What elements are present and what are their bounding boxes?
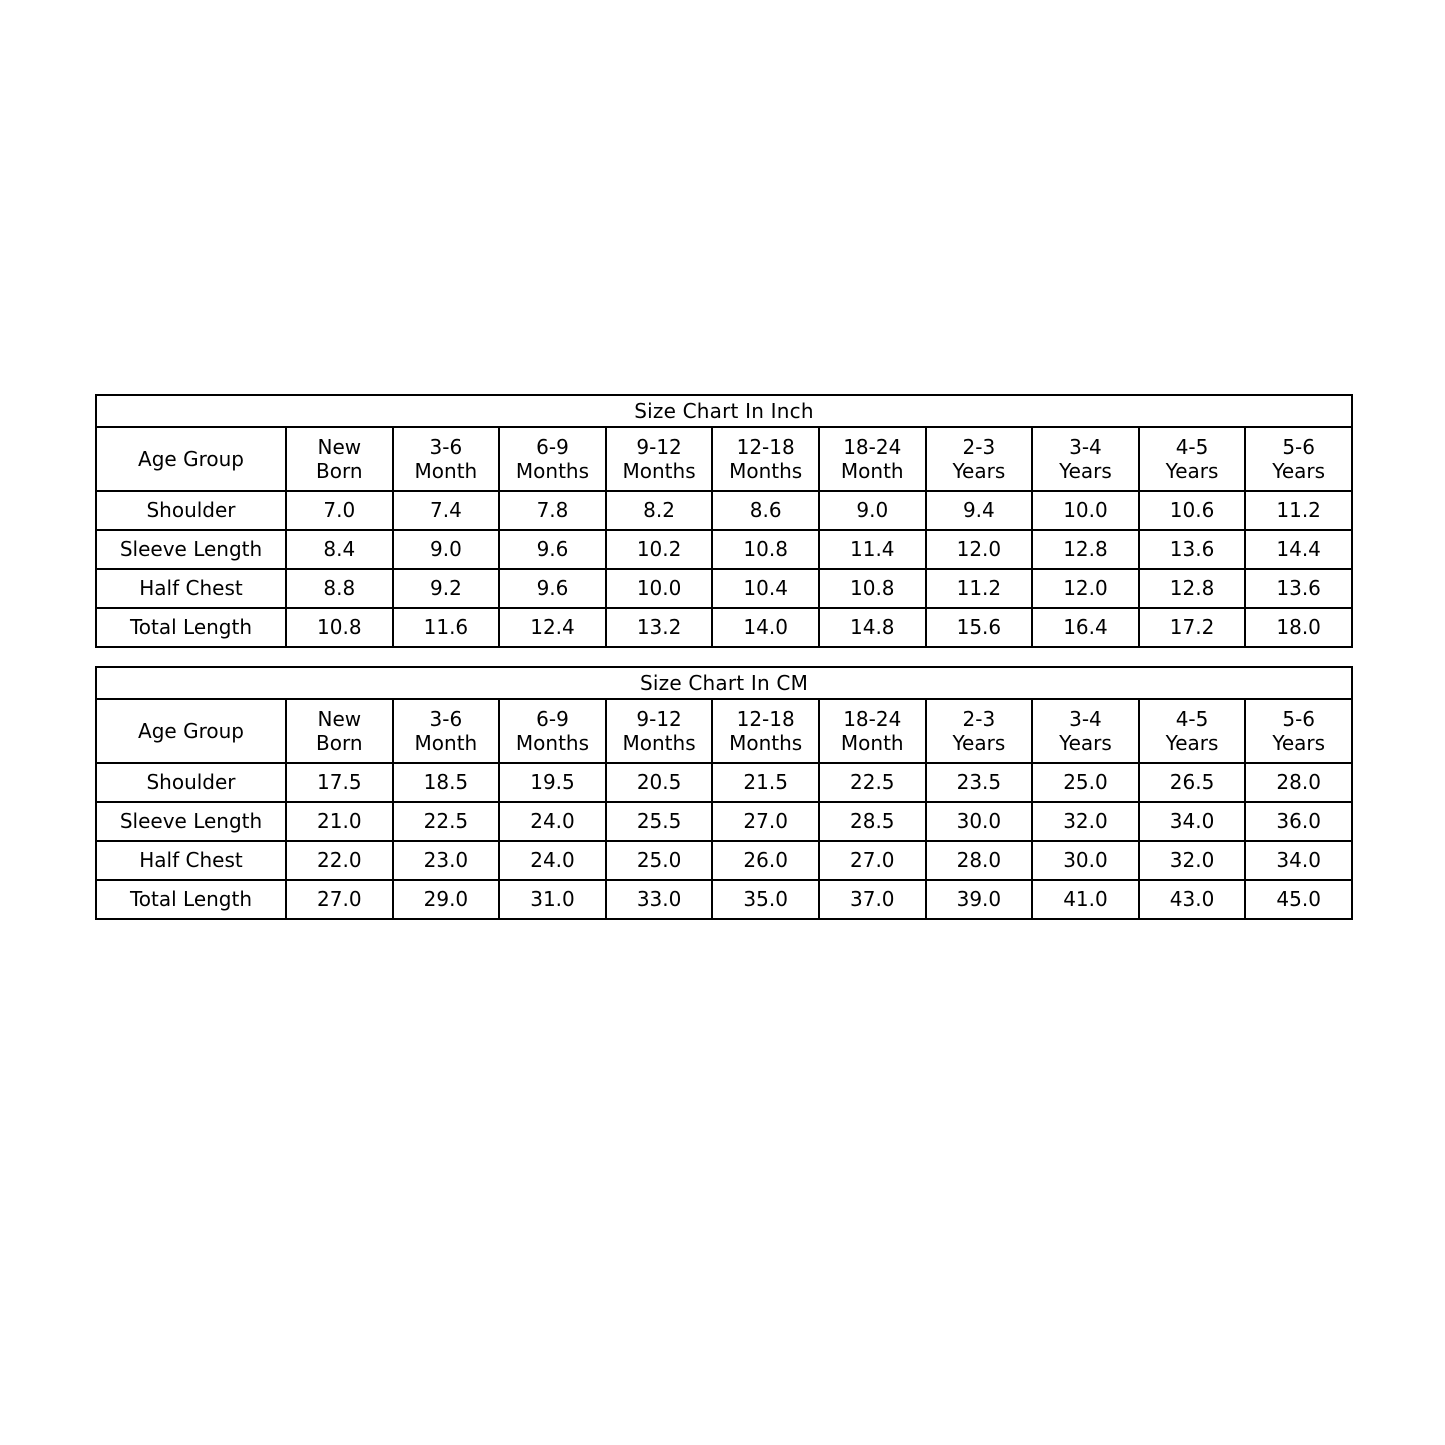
table-cell: 11.2 <box>926 569 1033 608</box>
table-cell: 9.2 <box>393 569 500 608</box>
table-cell: 8.2 <box>606 491 713 530</box>
table-cell: 13.6 <box>1245 569 1352 608</box>
column-header <box>1245 427 1352 491</box>
table-cell: 12.8 <box>1139 569 1246 608</box>
table-cell: 11.4 <box>819 530 926 569</box>
table-cell: 25.0 <box>606 841 713 880</box>
column-header-line2: Years <box>1272 459 1326 483</box>
table-cell: 36.0 <box>1245 802 1352 841</box>
column-header-line1: 9-12 <box>636 434 682 459</box>
column-header <box>286 699 393 763</box>
table-cell: 34.0 <box>1245 841 1352 880</box>
table-title-row <box>96 667 1352 699</box>
column-header <box>1032 427 1139 491</box>
table-row <box>96 763 1352 802</box>
corner-label: Age Group <box>96 699 286 763</box>
table-cell: 25.5 <box>606 802 713 841</box>
column-header-line1: 3-4 <box>1069 434 1102 459</box>
table-cell: 10.8 <box>712 530 819 569</box>
table-cell: 35.0 <box>712 880 819 919</box>
table-cell: 32.0 <box>1139 841 1246 880</box>
row-label: Half Chest <box>96 569 286 608</box>
table-cell: 12.4 <box>499 608 606 647</box>
column-header-line1: 12-18 <box>736 706 795 731</box>
column-header-line2: Months <box>622 731 696 755</box>
column-header-line2: Years <box>1272 731 1326 755</box>
column-header <box>393 427 500 491</box>
table-cell: 45.0 <box>1245 880 1352 919</box>
column-header-line2: Month <box>414 731 478 755</box>
table-cell: 23.0 <box>393 841 500 880</box>
column-header <box>393 699 500 763</box>
table-cell: 24.0 <box>499 841 606 880</box>
column-header <box>606 427 713 491</box>
table-cell: 8.6 <box>712 491 819 530</box>
column-header <box>1032 699 1139 763</box>
column-header-line2: Months <box>515 459 590 483</box>
table-cell: 12.0 <box>926 530 1033 569</box>
table-cell: 32.0 <box>1032 802 1139 841</box>
column-header <box>606 699 713 763</box>
table-row <box>96 880 1352 919</box>
size-chart-sheet <box>95 394 1351 920</box>
table-cell: 30.0 <box>926 802 1033 841</box>
table-row <box>96 569 1352 608</box>
table-cell: 10.0 <box>1032 491 1139 530</box>
table-cell: 22.5 <box>393 802 500 841</box>
table-cell: 13.6 <box>1139 530 1246 569</box>
table-cell: 33.0 <box>606 880 713 919</box>
column-header-line1: New <box>317 706 362 731</box>
table-cell: 8.8 <box>286 569 393 608</box>
table-cell: 14.4 <box>1245 530 1352 569</box>
column-header <box>819 699 926 763</box>
column-header <box>1139 699 1246 763</box>
table-cell: 13.2 <box>606 608 713 647</box>
table-cell: 27.0 <box>819 841 926 880</box>
table-cell: 24.0 <box>499 802 606 841</box>
table-cell: 22.5 <box>819 763 926 802</box>
table-header-row <box>96 699 1352 763</box>
table-cell: 27.0 <box>712 802 819 841</box>
column-header-line2: Month <box>840 459 904 483</box>
table-cell: 9.6 <box>499 569 606 608</box>
table-cell: 26.5 <box>1139 763 1246 802</box>
table-cell: 9.6 <box>499 530 606 569</box>
table-cell: 16.4 <box>1032 608 1139 647</box>
row-label: Sleeve Length <box>96 530 286 569</box>
table-cell: 34.0 <box>1139 802 1246 841</box>
table-cell: 41.0 <box>1032 880 1139 919</box>
column-header <box>712 427 819 491</box>
column-header-line1: 6-9 <box>536 706 569 731</box>
column-header-line2: Years <box>952 459 1006 483</box>
column-header-line2: Month <box>414 459 478 483</box>
column-header <box>1139 427 1246 491</box>
column-header-line1: 5-6 <box>1282 434 1315 459</box>
column-header-line1: 4-5 <box>1175 706 1209 731</box>
table-cell: 21.0 <box>286 802 393 841</box>
table-cell: 10.4 <box>712 569 819 608</box>
table-cell: 15.6 <box>926 608 1033 647</box>
table-cell: 14.0 <box>712 608 819 647</box>
table-row <box>96 530 1352 569</box>
table-row <box>96 608 1352 647</box>
size-chart-inch-table <box>95 394 1353 648</box>
table-cell: 43.0 <box>1139 880 1246 919</box>
column-header-line2: Born <box>316 459 363 483</box>
corner-label: Age Group <box>96 427 286 491</box>
table-cell: 17.5 <box>286 763 393 802</box>
column-header <box>499 699 606 763</box>
column-header-line1: 2-3 <box>962 706 996 731</box>
column-header-line1: 6-9 <box>536 434 569 459</box>
table-cell: 7.8 <box>499 491 606 530</box>
column-header-line2: Years <box>1165 731 1219 755</box>
table-cell: 37.0 <box>819 880 926 919</box>
table-cell: 28.5 <box>819 802 926 841</box>
table-cell: 28.0 <box>1245 763 1352 802</box>
row-label: Total Length <box>96 880 286 919</box>
table-cell: 9.0 <box>819 491 926 530</box>
column-header <box>712 699 819 763</box>
table-title-row <box>96 395 1352 427</box>
table-cell: 23.5 <box>926 763 1033 802</box>
table-cell: 39.0 <box>926 880 1033 919</box>
table-title: Size Chart In Inch <box>96 395 1352 427</box>
table-cell: 12.0 <box>1032 569 1139 608</box>
table-cell: 25.0 <box>1032 763 1139 802</box>
table-cell: 19.5 <box>499 763 606 802</box>
table-cell: 10.0 <box>606 569 713 608</box>
column-header-line1: 9-12 <box>636 706 682 731</box>
size-chart-cm-table <box>95 666 1353 920</box>
table-cell: 7.0 <box>286 491 393 530</box>
table-cell: 26.0 <box>712 841 819 880</box>
table-cell: 18.5 <box>393 763 500 802</box>
table-cell: 29.0 <box>393 880 500 919</box>
column-header-line1: New <box>317 434 362 459</box>
table-cell: 10.8 <box>286 608 393 647</box>
table-title: Size Chart In CM <box>96 667 1352 699</box>
column-header-line1: 3-4 <box>1069 706 1102 731</box>
table-cell: 10.8 <box>819 569 926 608</box>
column-header <box>286 427 393 491</box>
table-cell: 12.8 <box>1032 530 1139 569</box>
column-header-line1: 5-6 <box>1282 706 1316 731</box>
table-cell: 27.0 <box>286 880 393 919</box>
column-header-line2: Months <box>622 459 696 483</box>
column-header-line2: Years <box>1165 459 1219 483</box>
table-cell: 30.0 <box>1032 841 1139 880</box>
column-header-line2: Born <box>316 731 363 755</box>
column-header-line2: Years <box>1059 731 1112 755</box>
column-header-line1: 2-3 <box>962 434 996 459</box>
column-header-line2: Months <box>729 731 803 755</box>
table-cell: 14.8 <box>819 608 926 647</box>
table-cell: 21.5 <box>712 763 819 802</box>
column-header-line2: Month <box>840 731 904 755</box>
column-header <box>926 699 1033 763</box>
row-label: Shoulder <box>96 763 286 802</box>
table-cell: 28.0 <box>926 841 1033 880</box>
column-header <box>819 427 926 491</box>
table-row <box>96 841 1352 880</box>
column-header-line2: Years <box>952 731 1006 755</box>
table-cell: 11.6 <box>393 608 500 647</box>
row-label: Sleeve Length <box>96 802 286 841</box>
column-header-line2: Years <box>1059 459 1112 483</box>
column-header-line1: 18-24 <box>843 706 902 731</box>
row-label: Total Length <box>96 608 286 647</box>
column-header <box>1245 699 1352 763</box>
row-label: Half Chest <box>96 841 286 880</box>
column-header-line1: 4-5 <box>1175 434 1209 459</box>
table-cell: 20.5 <box>606 763 713 802</box>
row-label: Shoulder <box>96 491 286 530</box>
table-cell: 11.2 <box>1245 491 1352 530</box>
table-header-row <box>96 427 1352 491</box>
table-row <box>96 491 1352 530</box>
column-header <box>926 427 1033 491</box>
table-cell: 10.2 <box>606 530 713 569</box>
column-header-line2: Months <box>729 459 803 483</box>
table-cell: 17.2 <box>1139 608 1246 647</box>
table-row <box>96 802 1352 841</box>
table-cell: 18.0 <box>1245 608 1352 647</box>
table-cell: 31.0 <box>499 880 606 919</box>
table-cell: 9.0 <box>393 530 500 569</box>
table-cell: 8.4 <box>286 530 393 569</box>
column-header-line1: 12-18 <box>736 434 795 459</box>
column-header-line2: Months <box>515 731 590 755</box>
column-header-line1: 3-6 <box>429 706 463 731</box>
table-cell: 9.4 <box>926 491 1033 530</box>
column-header-line1: 3-6 <box>429 434 463 459</box>
column-header <box>499 427 606 491</box>
column-header-line1: 18-24 <box>843 434 902 459</box>
table-cell: 22.0 <box>286 841 393 880</box>
table-cell: 7.4 <box>393 491 500 530</box>
table-cell: 10.6 <box>1139 491 1246 530</box>
